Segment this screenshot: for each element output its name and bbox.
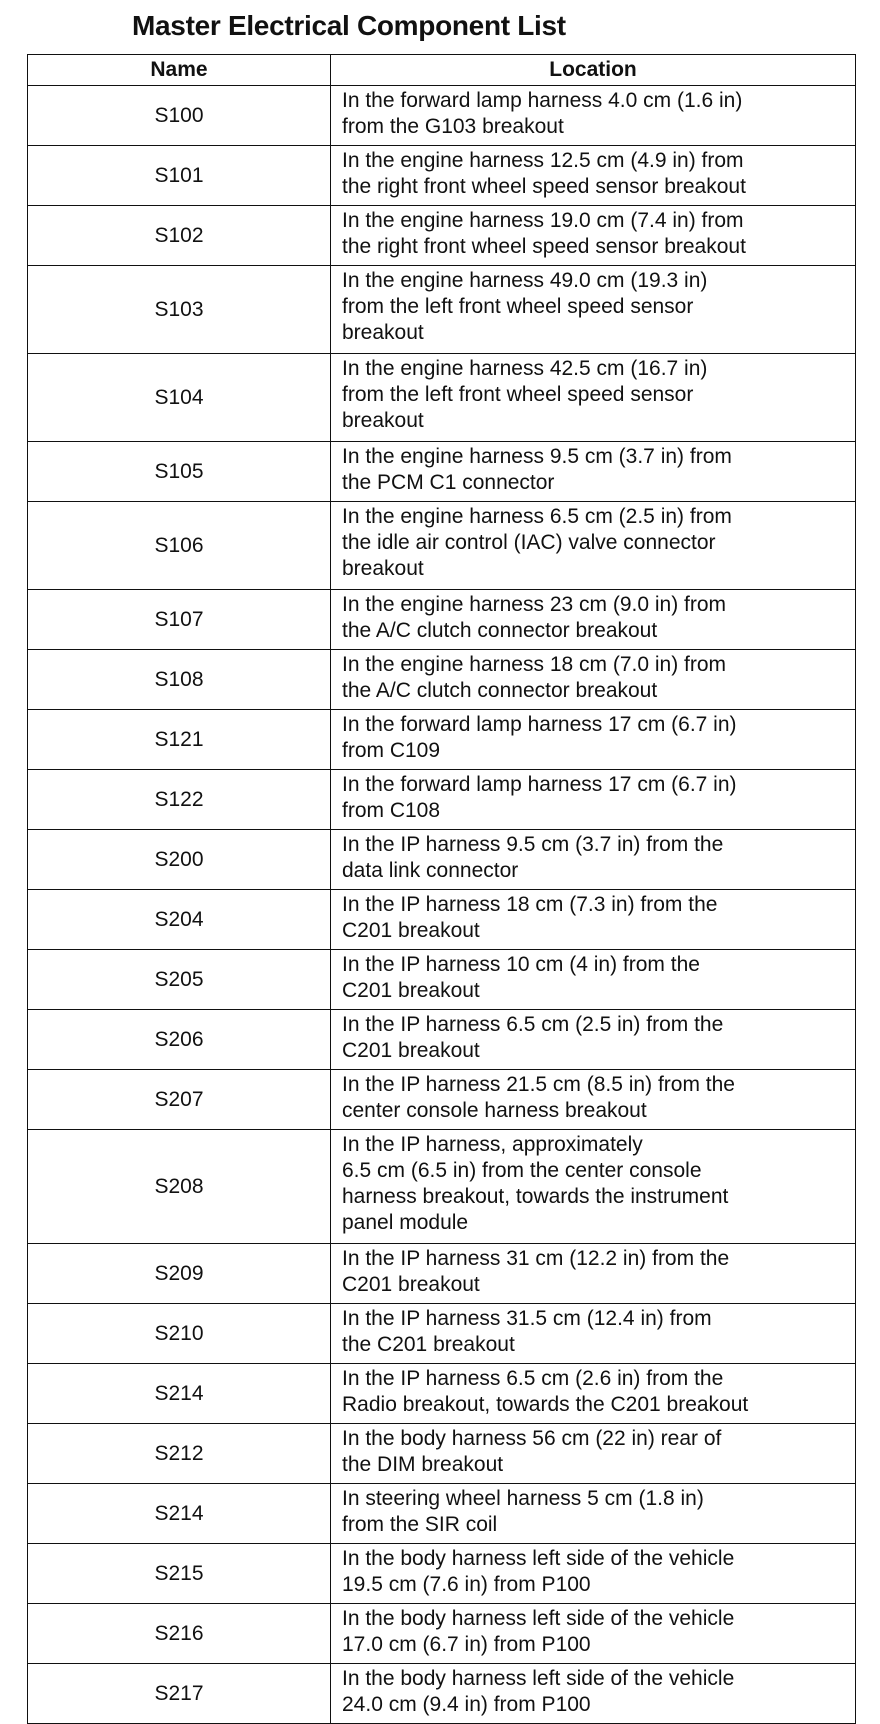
- table-row: [28, 1010, 856, 1070]
- component-name-cell: S214: [28, 1484, 331, 1544]
- component-name-cell: S122: [28, 770, 331, 830]
- component-name-cell: S205: [28, 950, 331, 1010]
- component-location-cell: In the IP harness 31 cm (12.2 in) from the C201 breakout: [331, 1244, 856, 1304]
- table-row: [28, 502, 856, 590]
- component-location-cell: In the body harness 56 cm (22 in) rear of the DIM breakout: [331, 1424, 856, 1484]
- component-name-cell: S212: [28, 1424, 331, 1484]
- component-location-cell: In the engine harness 18 cm (7.0 in) from the A/C clutch connector breakout: [331, 650, 856, 710]
- table-row: [28, 1544, 856, 1604]
- component-name-cell: S210: [28, 1304, 331, 1364]
- table-row: [28, 650, 856, 710]
- table-row: [28, 146, 856, 206]
- table-row: [28, 1244, 856, 1304]
- table-row: [28, 1664, 856, 1724]
- component-location-cell: In the engine harness 9.5 cm (3.7 in) from the PCM C1 connector: [331, 442, 856, 502]
- component-name-cell: S206: [28, 1010, 331, 1070]
- component-name-cell: S204: [28, 890, 331, 950]
- component-location-cell: In the IP harness 6.5 cm (2.6 in) from the Radio breakout, towards the C201 breakout: [331, 1364, 856, 1424]
- column-header-name: Name: [28, 55, 331, 86]
- component-name-cell: S208: [28, 1130, 331, 1244]
- table-row: [28, 830, 856, 890]
- component-location-cell: In the forward lamp harness 4.0 cm (1.6 in) from the G103 breakout: [331, 86, 856, 146]
- component-location-cell: In the IP harness 9.5 cm (3.7 in) from the data link connector: [331, 830, 856, 890]
- component-name-cell: S101: [28, 146, 331, 206]
- component-name-cell: S207: [28, 1070, 331, 1130]
- table-row: [28, 710, 856, 770]
- table-row: [28, 1484, 856, 1544]
- table-row: [28, 1304, 856, 1364]
- table-row: [28, 266, 856, 354]
- table-row: [28, 354, 856, 442]
- component-name-cell: S217: [28, 1664, 331, 1724]
- table-row: [28, 890, 856, 950]
- component-table: [27, 54, 856, 1724]
- page-title: Master Electrical Component List: [132, 10, 566, 41]
- component-location-cell: In the engine harness 6.5 cm (2.5 in) from the idle air control (IAC) valve connector breakout: [331, 502, 856, 590]
- component-location-cell: In the engine harness 49.0 cm (19.3 in) from the left front wheel speed sensor breakout: [331, 266, 856, 354]
- table-row: [28, 206, 856, 266]
- component-name-cell: S102: [28, 206, 331, 266]
- component-name-cell: S107: [28, 590, 331, 650]
- table-row: [28, 590, 856, 650]
- component-name-cell: S105: [28, 442, 331, 502]
- table-row: [28, 950, 856, 1010]
- component-name-cell: S108: [28, 650, 331, 710]
- component-name-cell: S215: [28, 1544, 331, 1604]
- table-row: [28, 1424, 856, 1484]
- component-location-cell: In the body harness left side of the vehicle 17.0 cm (6.7 in) from P100: [331, 1604, 856, 1664]
- component-name-cell: S216: [28, 1604, 331, 1664]
- component-location-cell: In the IP harness 6.5 cm (2.5 in) from the C201 breakout: [331, 1010, 856, 1070]
- component-location-cell: In the engine harness 19.0 cm (7.4 in) from the right front wheel speed sensor breakout: [331, 206, 856, 266]
- header-row: [28, 55, 856, 86]
- component-name-cell: S103: [28, 266, 331, 354]
- table-row: [28, 1364, 856, 1424]
- component-name-cell: S104: [28, 354, 331, 442]
- column-header-location: Location: [331, 55, 856, 86]
- table-row: [28, 770, 856, 830]
- component-location-cell: In the IP harness 18 cm (7.3 in) from the C201 breakout: [331, 890, 856, 950]
- table-row: [28, 86, 856, 146]
- component-location-cell: In the IP harness 31.5 cm (12.4 in) from the C201 breakout: [331, 1304, 856, 1364]
- component-name-cell: S100: [28, 86, 331, 146]
- component-location-cell: In the IP harness, approximately 6.5 cm (6.5 in) from the center console harness breakout, towards the instrument panel module: [331, 1130, 856, 1244]
- component-name-cell: S209: [28, 1244, 331, 1304]
- table-row: [28, 1130, 856, 1244]
- component-location-cell: In the forward lamp harness 17 cm (6.7 in) from C108: [331, 770, 856, 830]
- component-name-cell: S121: [28, 710, 331, 770]
- table-row: [28, 1604, 856, 1664]
- component-location-cell: In the engine harness 23 cm (9.0 in) from the A/C clutch connector breakout: [331, 590, 856, 650]
- component-location-cell: In the IP harness 21.5 cm (8.5 in) from the center console harness breakout: [331, 1070, 856, 1130]
- component-location-cell: In the engine harness 42.5 cm (16.7 in) from the left front wheel speed sensor breakout: [331, 354, 856, 442]
- table-row: [28, 1070, 856, 1130]
- component-location-cell: In the body harness left side of the vehicle 24.0 cm (9.4 in) from P100: [331, 1664, 856, 1724]
- component-location-cell: In the forward lamp harness 17 cm (6.7 in) from C109: [331, 710, 856, 770]
- component-name-cell: S200: [28, 830, 331, 890]
- table-row: [28, 442, 856, 502]
- component-location-cell: In the engine harness 12.5 cm (4.9 in) from the right front wheel speed sensor breakout: [331, 146, 856, 206]
- component-location-cell: In steering wheel harness 5 cm (1.8 in) from the SIR coil: [331, 1484, 856, 1544]
- component-name-cell: S214: [28, 1364, 331, 1424]
- component-location-cell: In the body harness left side of the vehicle 19.5 cm (7.6 in) from P100: [331, 1544, 856, 1604]
- component-name-cell: S106: [28, 502, 331, 590]
- component-location-cell: In the IP harness 10 cm (4 in) from the C201 breakout: [331, 950, 856, 1010]
